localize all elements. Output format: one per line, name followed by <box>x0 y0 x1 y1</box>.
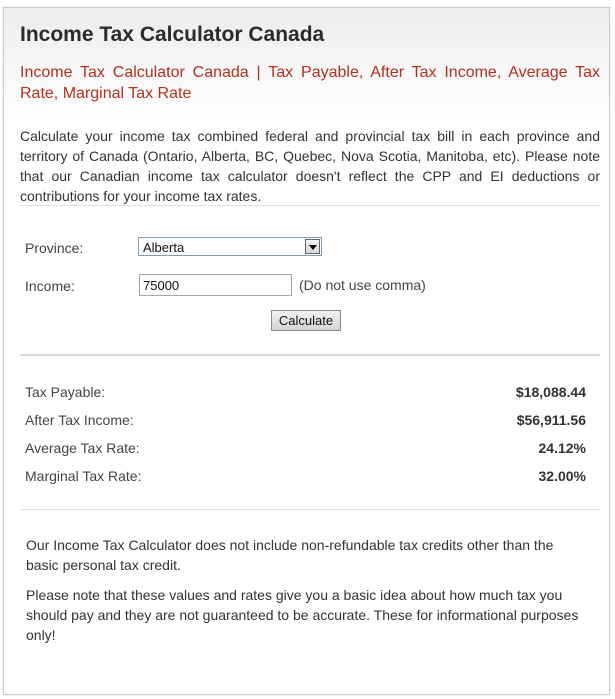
marginal-tax-rate-value: 32.00% <box>538 468 586 484</box>
divider <box>20 509 600 510</box>
province-label: Province: <box>25 240 84 256</box>
income-input[interactable] <box>139 274 292 296</box>
tax-payable-label: Tax Payable: <box>25 384 106 400</box>
income-label: Income: <box>25 278 75 294</box>
page-subtitle: Income Tax Calculator Canada | Tax Payable, After Tax Income, Average Tax Rate, Marginal Tax Rate <box>20 64 600 102</box>
page-title: Income Tax Calculator Canada <box>20 23 325 46</box>
after-tax-income-value: $56,911.56 <box>516 412 586 428</box>
tax-credit-note: Our Income Tax Calculator does not include non-refundable tax credits other than the basic personal tax credit. <box>26 537 554 573</box>
after-tax-income-label: After Tax Income: <box>25 412 134 428</box>
income-hint: (Do not use comma) <box>299 277 426 293</box>
disclaimer-note: Please note that these values and rates give you a basic idea about how much tax you should pay and they are not guaranteed to be accurate. These for informational purposes only! <box>26 587 579 643</box>
province-select[interactable] <box>138 237 322 256</box>
province-selected-value: Alberta <box>143 240 185 255</box>
chevron-down-icon[interactable] <box>305 239 320 254</box>
average-tax-rate-label: Average Tax Rate: <box>25 440 140 456</box>
marginal-tax-rate-label: Marginal Tax Rate: <box>25 468 142 484</box>
divider <box>20 205 600 206</box>
average-tax-rate-value: 24.12% <box>538 440 586 456</box>
tax-payable-value: $18,088.44 <box>515 384 586 400</box>
calculator-widget <box>3 7 610 695</box>
divider <box>20 354 600 356</box>
intro-text: Calculate your income tax combined federal and provincial tax bill in each province and territory of Canada (Ontario, Alberta, BC, Quebec, Nova Scotia, Manitoba, etc). Please note that our Canadian income tax calculator doesn't reflect the CPP and EI deductions or contributions for your income tax rates. <box>20 128 600 204</box>
calculate-button[interactable]: Calculate <box>271 310 341 331</box>
